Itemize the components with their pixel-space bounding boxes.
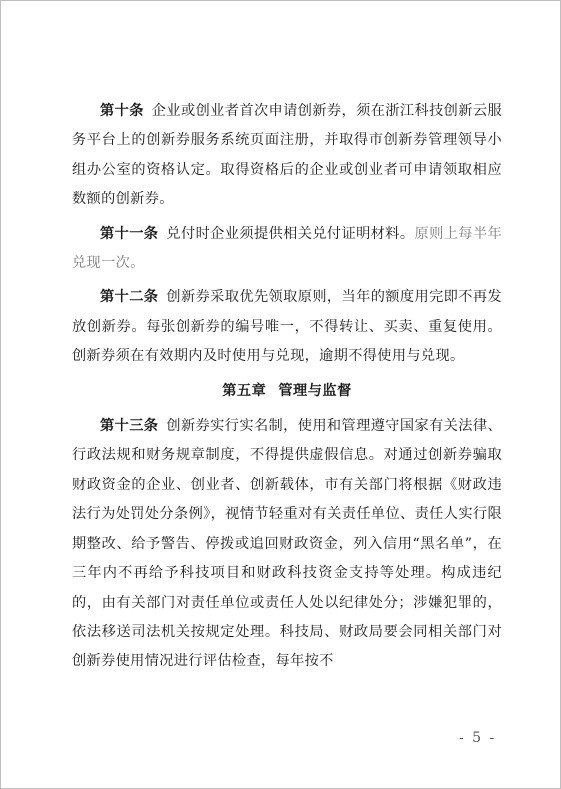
page-body	[72, 97, 502, 682]
article-number: 第十三条	[100, 418, 159, 435]
article-note-text: 原则上每半年兑现一次。	[72, 225, 503, 272]
page-number: - 5 -	[459, 730, 497, 746]
article-text: 兑付时企业须提供相关兑付证明材料。	[166, 225, 415, 242]
chapter-heading	[72, 377, 502, 406]
chapter-title: 管理与监督	[278, 382, 352, 399]
article-paragraph	[72, 283, 502, 371]
article-paragraph	[72, 97, 502, 215]
article-text: 企业或创业者首次申请创新券，须在浙江科技创新云服务平台上的创新券服务系统页面注册，并取得市创新券管理领导小组办公室的资格认定。取得资格后的企业或创业者可申请领取相应数额的创新券。	[72, 103, 502, 208]
article-number: 第十二条	[100, 289, 159, 306]
article-number: 第十一条	[100, 225, 159, 242]
article-number: 第十条	[100, 103, 144, 119]
chapter-label: 第五章	[222, 382, 267, 399]
article-text: 创新券实行实名制，使用和管理遵守国家有关法律、行政法规和财务规章制度，不得提供虚假信息。对通过创新券骗取财政资金的企业、创业者、创新载体，市有关部门将根据《财政违法行为处罚处分条例》，视情节轻重对有关责任单位、责任人实行限期整改、给予警告、停拨或追回财政资金，列入信用“黑名单”，在三年内不再给予科技项目和财政科技资金支持等处理。构成违纪的，由有关部门对责任单位或责任人处以纪律处分；涉嫌犯罪的，依法移送司法机关按规定处理。科技局、财政局要会同相关部门对创新券使用情况进行评估检查，每年按不	[72, 418, 502, 670]
article-paragraph	[72, 220, 502, 279]
article-paragraph	[72, 412, 502, 677]
article-text: 创新券采取优先领取原则，当年的额度用完即不再发放创新券。每张创新券的编号唯一，不得转让、买卖、重复使用。创新券须在有效期内及时使用与兑现，逾期不得使用与兑现。	[72, 289, 502, 365]
